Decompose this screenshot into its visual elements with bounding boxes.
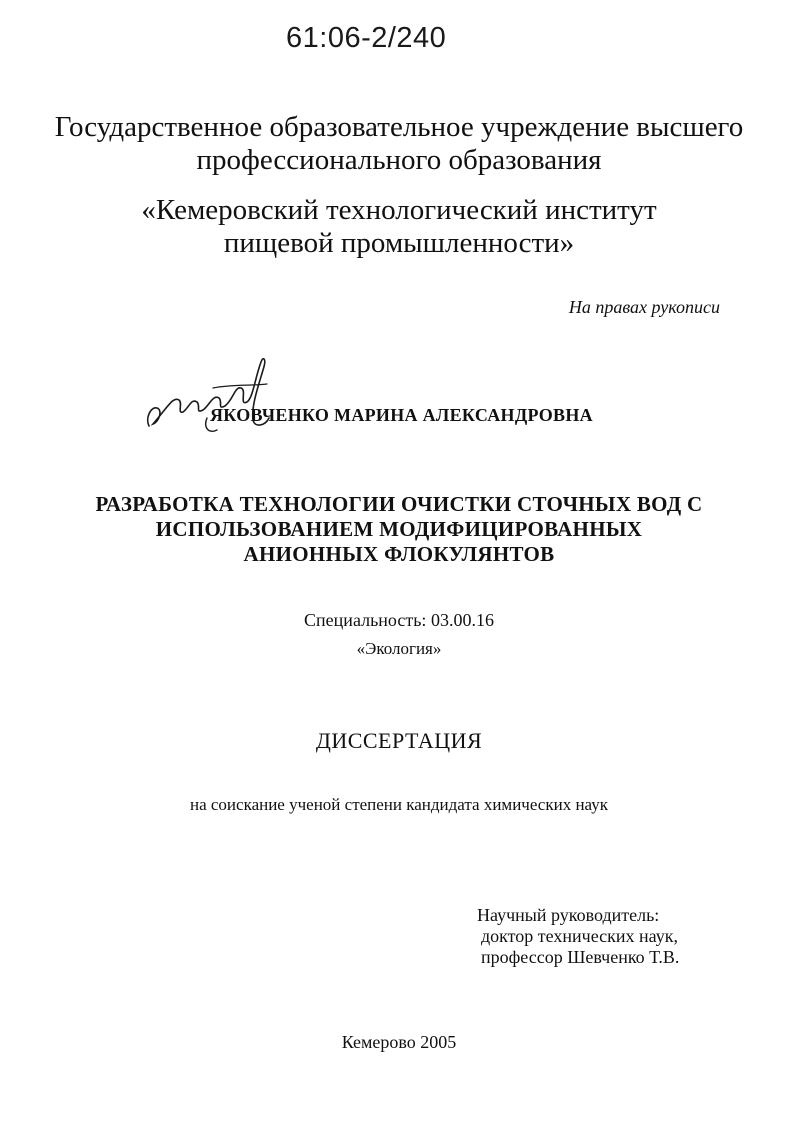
supervisor-name: профессор Шевченко Т.В. — [481, 947, 680, 967]
title-line-2: ИСПОЛЬЗОВАНИЕМ МОДИФИЦИРОВАННЫХ — [155, 517, 643, 541]
supervisor-degree: доктор технических наук, — [481, 926, 678, 946]
catalog-number: 61:06-2/240 — [286, 22, 447, 54]
specialty-name: «Экология» — [356, 639, 442, 658]
specialty-label: Специальность: — [304, 610, 427, 630]
supervisor-label: Научный руководитель: — [477, 905, 660, 925]
institution-line-1: Государственное образовательное учреждение высшего — [54, 111, 744, 143]
organization-line-1: «Кемеровский технологический институт — [141, 194, 657, 226]
supervisor-block — [477, 905, 679, 968]
document-type: ДИССЕРТАЦИЯ — [315, 728, 483, 753]
specialty-line — [0, 610, 798, 631]
rights-note: На правах рукописи — [568, 297, 720, 317]
specialty-code: 03.00.16 — [430, 610, 494, 630]
degree-purpose: на соискание ученой степени кандидата химических наук — [189, 795, 608, 814]
city-year: Кемерово 2005 — [341, 1032, 457, 1052]
title-line-1: РАЗРАБОТКА ТЕХНОЛОГИИ ОЧИСТКИ СТОЧНЫХ ВОД С — [95, 492, 703, 516]
title-line-3: АНИОННЫХ ФЛОКУЛЯНТОВ — [243, 542, 555, 566]
author-name: ЯКОВЧЕНКО МАРИНА АЛЕКСАНДРОВНА — [210, 405, 593, 425]
organization-line-2: пищевой промышленности» — [223, 227, 575, 259]
institution-line-2: профессионального образования — [196, 144, 602, 176]
